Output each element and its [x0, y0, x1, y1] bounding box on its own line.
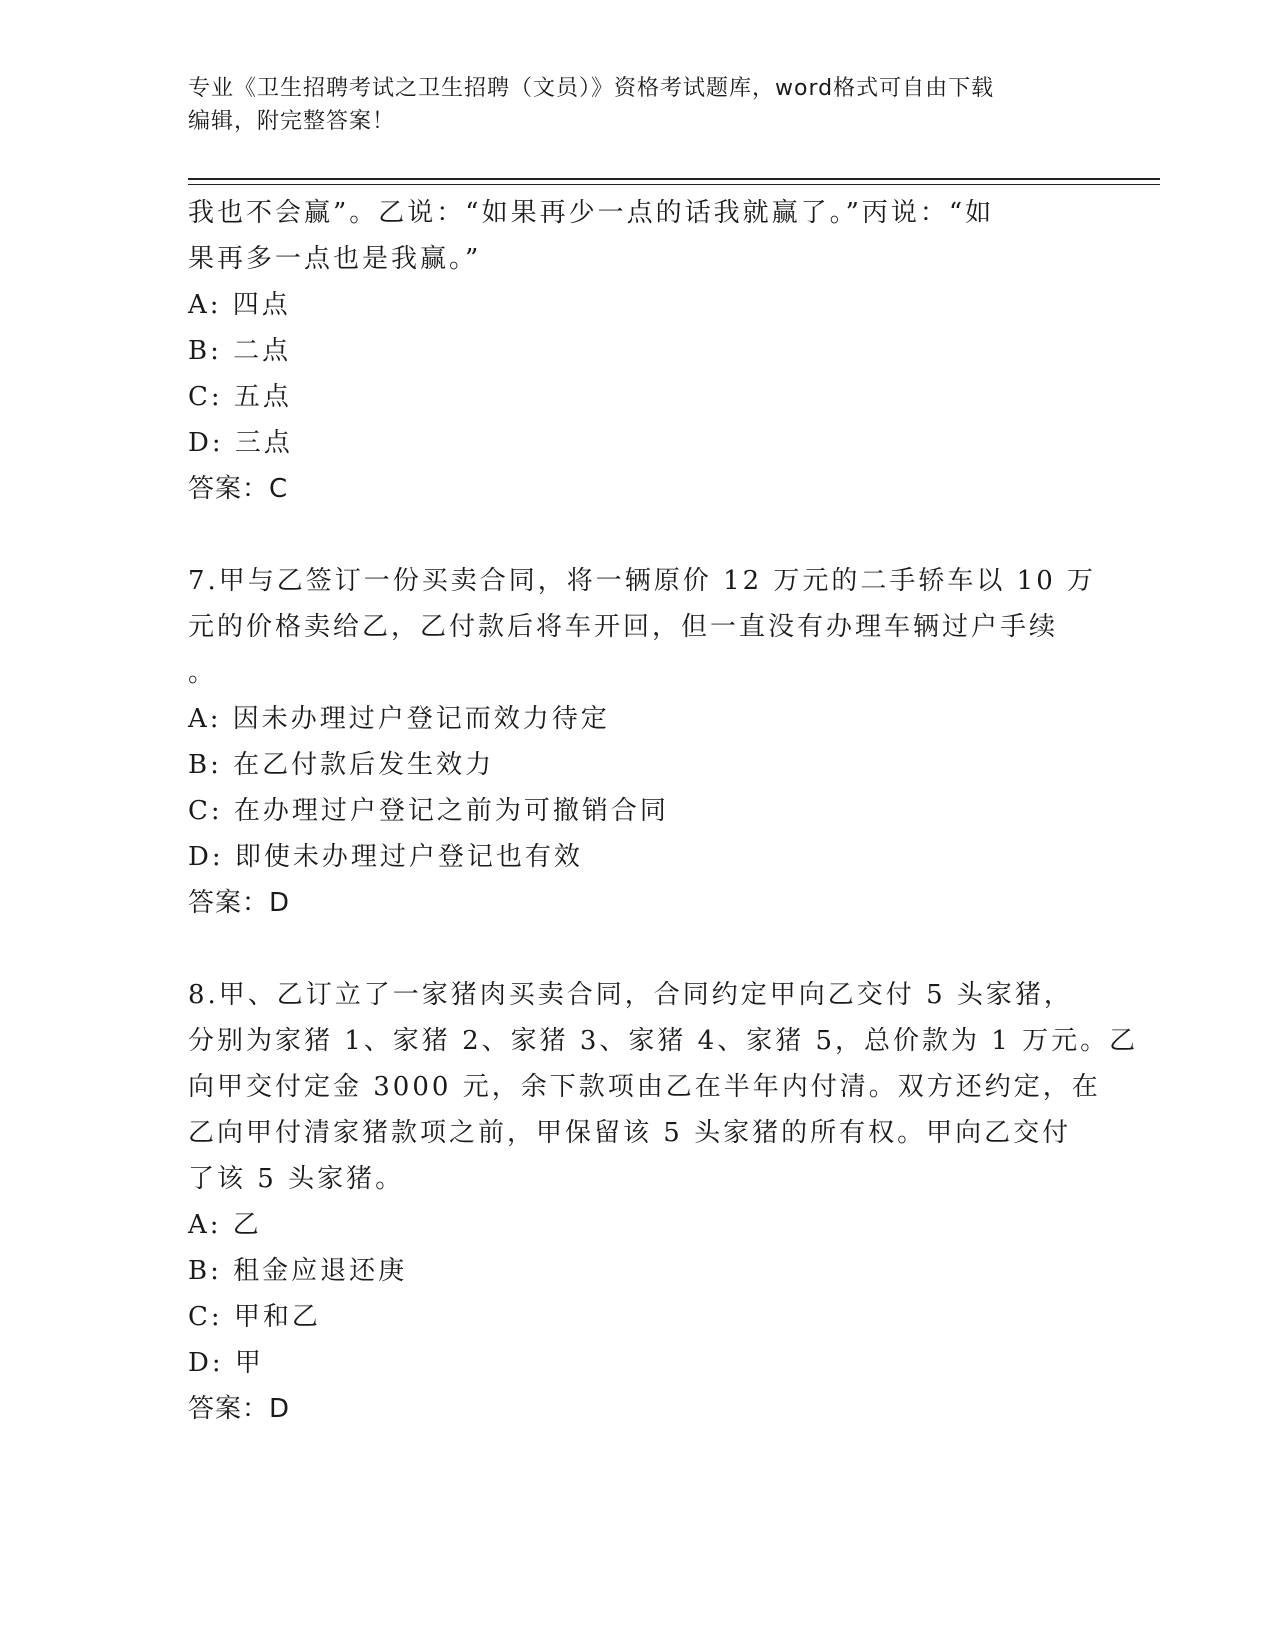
option-a: A: 因未办理过户登记而效力待定	[188, 704, 610, 734]
question-7	[188, 558, 1097, 926]
header-divider-thick	[188, 178, 1160, 180]
question-text-line: 了该 5 头家猪。	[188, 1164, 405, 1194]
option-c: C: 甲和乙	[188, 1302, 321, 1332]
option-b: B: 二点	[188, 336, 292, 366]
option-c: C: 在办理过户登记之前为可撤销合同	[188, 796, 669, 826]
option-b: B: 租金应退还庚	[188, 1256, 408, 1286]
option-b: B: 在乙付款后发生效力	[188, 750, 495, 780]
answer-line: 答案：C	[188, 474, 289, 504]
question-text-line: 元的价格卖给乙，乙付款后将车开回，但一直没有办理车辆过户手续	[188, 612, 1059, 642]
question-text-line: 8.甲、乙订立了一家猪肉买卖合同，合同约定甲向乙交付 5 头家猪，	[188, 980, 1073, 1010]
answer-line: 答案：D	[188, 888, 291, 918]
option-d: D: 即使未办理过户登记也有效	[188, 842, 583, 872]
question-text-line: 我也不会赢”。乙说：“如果再少一点的话我就赢了。”丙说：“如	[188, 198, 995, 228]
page-header	[188, 72, 1088, 138]
question-text-line: 向甲交付定金 3000 元，余下款项由乙在半年内付清。双方还约定，在	[188, 1072, 1101, 1102]
option-d: D: 甲	[188, 1348, 264, 1378]
header-line-1: 专业《卫生招聘考试之卫生招聘（文员）》资格考试题库，word格式可自由下载	[188, 76, 995, 101]
question-text-line: 分别为家猪 1、家猪 2、家猪 3、家猪 4、家猪 5，总价款为 1 万元。乙	[188, 1026, 1139, 1056]
option-d: D: 三点	[188, 428, 293, 458]
question-text-line: 乙向甲付清家猪款项之前，甲保留该 5 头家猪的所有权。甲向乙交付	[188, 1118, 1072, 1148]
option-a: A: 乙	[188, 1210, 262, 1240]
header-divider-thin	[188, 184, 1160, 185]
question-text-line: 果再多一点也是我赢。”	[188, 244, 482, 274]
header-line-2: 编辑，附完整答案！	[188, 109, 396, 134]
answer-line: 答案：D	[188, 1394, 291, 1424]
question-text-line: 。	[188, 658, 218, 688]
question-8	[188, 972, 1139, 1432]
option-c: C: 五点	[188, 382, 292, 412]
question-continuation	[188, 190, 1088, 512]
document-body	[188, 190, 1139, 1432]
question-text-line: 7.甲与乙签订一份买卖合同，将一辆原价 12 万元的二手轿车以 10 万	[188, 566, 1097, 596]
option-a: A: 四点	[188, 290, 291, 320]
